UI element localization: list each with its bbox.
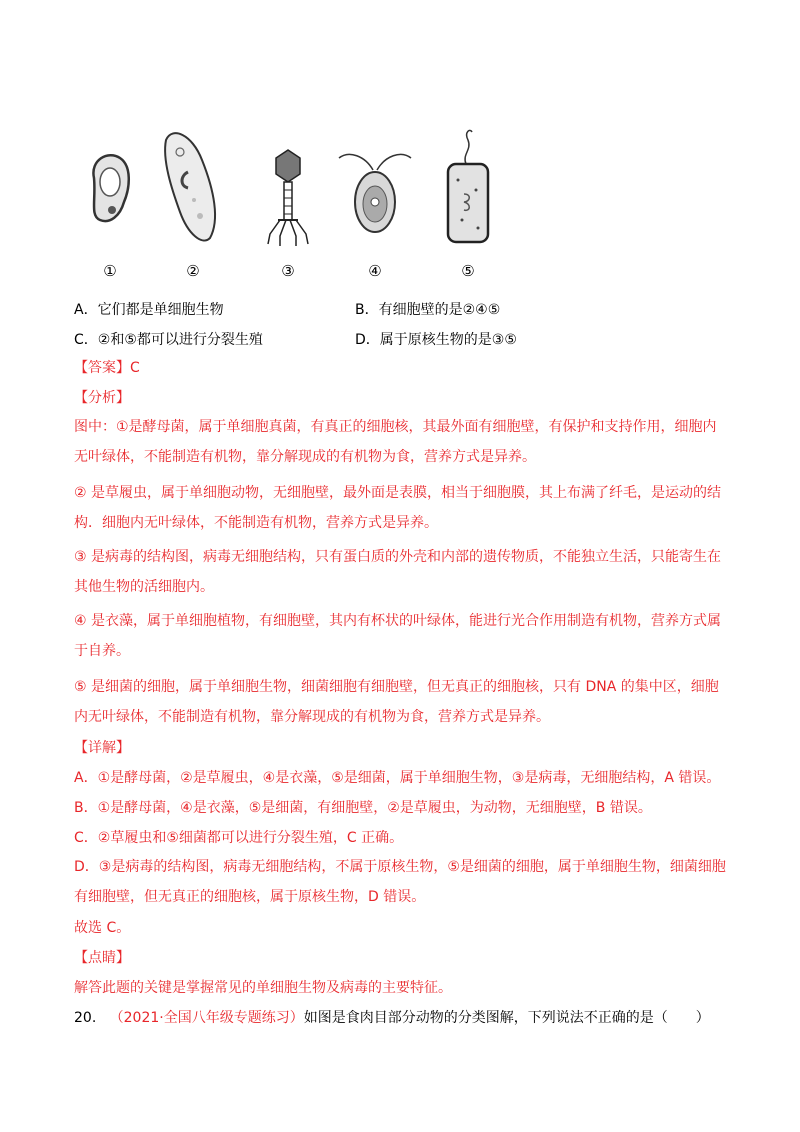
yeast-cell-icon xyxy=(80,120,140,240)
analysis-label: 【分析】 xyxy=(74,390,130,406)
detail-b: B．①是酵母菌，④是衣藻，⑤是细菌，有细胞壁，②是草履虫，为动物，无细胞壁，B 错误。 xyxy=(74,800,652,816)
detail-c: C．②草履虫和⑤细菌都可以进行分裂生殖，C 正确。 xyxy=(74,830,404,846)
detail-label: 【详解】 xyxy=(74,740,130,756)
question-source: （2021·全国八年级专题练习） xyxy=(109,1010,304,1026)
option-c[interactable]: C．②和⑤都可以进行分裂生殖 xyxy=(74,332,263,348)
question-number: 20. xyxy=(74,1010,97,1026)
analysis-paragraph-1: 图中：①是酵母菌，属于单细胞真菌，有真正的细胞核，其最外面有细胞壁，有保护和支持作用，细胞内无叶绿体，不能制造有机物，靠分解现成的有机物为食，营养方式是异养。 xyxy=(74,419,717,465)
figure-1 xyxy=(80,120,140,280)
figure-3-label: ③ xyxy=(281,262,295,280)
figure-1-label: ① xyxy=(103,262,117,280)
figure-3 xyxy=(258,120,318,280)
answer-value: C xyxy=(130,360,140,376)
question-text: 如图是食肉目部分动物的分类图解，下列说法不正确的是（ ） xyxy=(303,1010,710,1026)
figure-4 xyxy=(335,120,415,280)
chlamydomonas-icon xyxy=(335,120,415,250)
comment-label: 【点睛】 xyxy=(74,950,130,966)
bacteriophage-icon xyxy=(258,120,318,250)
analysis-paragraph-3: ③ 是病毒的结构图，病毒无细胞结构，只有蛋白质的外壳和内部的遗传物质，不能独立生活，只能寄生在其他生物的活细胞内。 xyxy=(74,549,721,595)
analysis-paragraph-2: ② 是草履虫，属于单细胞动物，无细胞壁，最外面是表膜，相当于细胞膜，其上布满了纤毛，是运动的结构．细胞内无叶绿体，不能制造有机物，营养方式是异养。 xyxy=(74,485,721,531)
organism-figures xyxy=(80,120,520,280)
figure-5 xyxy=(438,120,498,280)
figure-2 xyxy=(158,120,228,280)
answer-label: 【答案】 xyxy=(74,360,130,376)
figure-2-label: ② xyxy=(186,262,200,280)
detail-conclusion: 故选 C。 xyxy=(74,920,131,936)
bacterium-icon xyxy=(438,120,498,250)
answer-line xyxy=(74,358,140,378)
option-d[interactable]: D．属于原核生物的是③⑤ xyxy=(355,332,517,348)
option-a[interactable]: A．它们都是单细胞生物 xyxy=(74,302,224,318)
analysis-paragraph-5: ⑤ 是细菌的细胞，属于单细胞生物，细菌细胞有细胞壁，但无真正的细胞核，只有 DNA 的集中区，细胞内无叶绿体，不能制造有机物，靠分解现成的有机物为食，营养方式是异养。 xyxy=(74,679,719,725)
option-b[interactable]: B．有细胞壁的是②④⑤ xyxy=(355,302,501,318)
detail-a: A．①是酵母菌，②是草履虫，④是衣藻，⑤是细菌，属于单细胞生物，③是病毒，无细胞结构，A 错误。 xyxy=(74,770,721,786)
analysis-paragraph-4: ④ 是衣藻，属于单细胞植物，有细胞壁，其内有杯状的叶绿体，能进行光合作用制造有机物，营养方式属于自养。 xyxy=(74,613,721,659)
comment-text: 解答此题的关键是掌握常见的单细胞生物及病毒的主要特征。 xyxy=(74,980,452,996)
detail-d: D．③是病毒的结构图，病毒无细胞结构，不属于原核生物，⑤是细菌的细胞，属于单细胞生物，细菌细胞有细胞壁，但无真正的细胞核，属于原核生物，D 错误。 xyxy=(74,859,726,905)
paramecium-icon xyxy=(158,120,228,250)
question-20 xyxy=(74,1008,710,1028)
figure-5-label: ⑤ xyxy=(461,262,475,280)
figure-4-label: ④ xyxy=(368,262,382,280)
